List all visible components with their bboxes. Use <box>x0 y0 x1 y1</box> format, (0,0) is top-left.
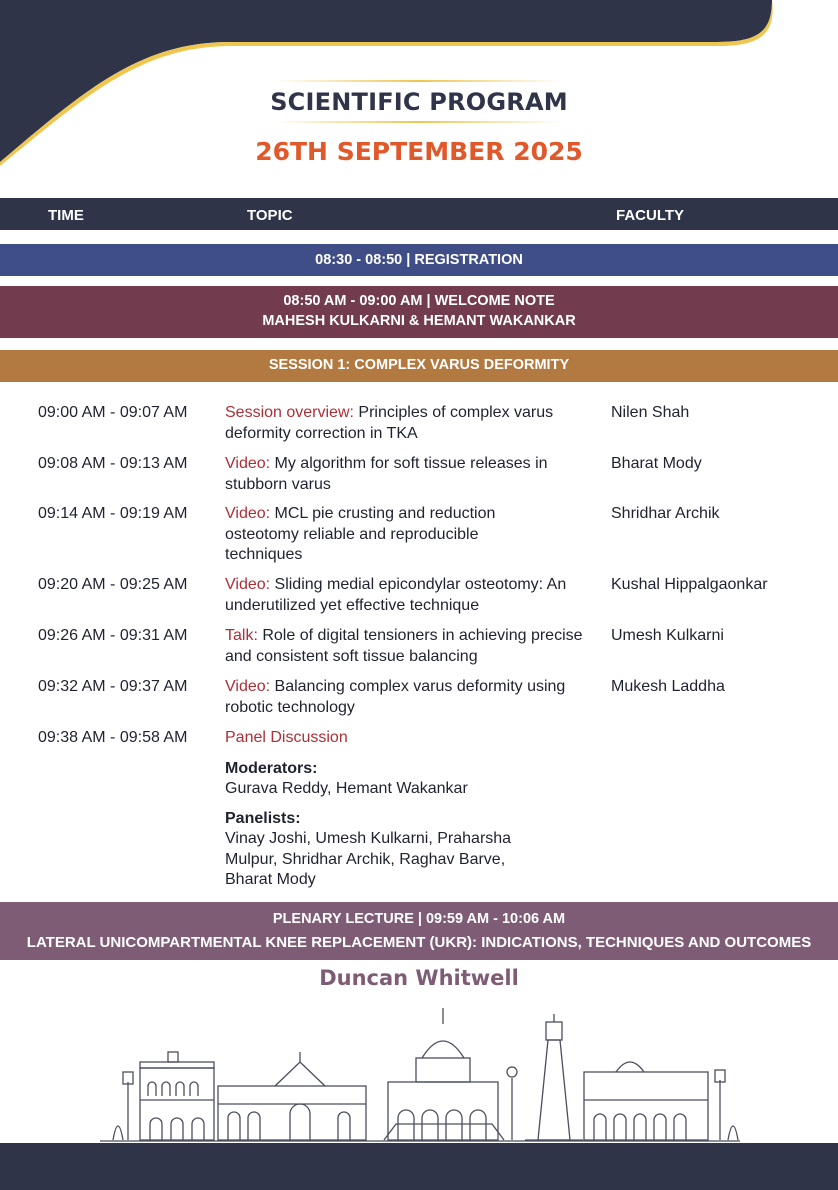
row-time: 09:38 AM - 09:58 AM <box>38 729 188 746</box>
welcome-time: 08:50 AM - 09:00 AM | WELCOME NOTE <box>283 293 555 309</box>
footer-band <box>0 1143 838 1190</box>
row-faculty: Mukesh Laddha <box>611 678 725 695</box>
row-faculty: Shridhar Archik <box>611 505 720 522</box>
topic-type: Video: <box>225 576 271 593</box>
title-block <box>0 80 838 167</box>
topic-type: Video: <box>225 678 271 695</box>
plenary-bar <box>0 902 838 960</box>
welcome-bar <box>0 286 838 338</box>
panelists-label: Panelists: <box>225 809 301 827</box>
panel-title: Panel Discussion <box>225 729 348 746</box>
plenary-title: LATERAL UNICOMPARTMENTAL KNEE REPLACEMENT (UKR): INDICATIONS, TECHNIQUES AND OUTCOMES <box>26 934 812 951</box>
row-topic <box>225 728 545 891</box>
row-time: 09:08 AM - 09:13 AM <box>38 455 188 472</box>
column-topic: TOPIC <box>247 207 293 224</box>
moderators-list: Gurava Reddy, Hemant Wakankar <box>225 780 468 797</box>
row-topic <box>225 677 585 718</box>
row-faculty: Umesh Kulkarni <box>611 627 724 644</box>
plenary-speaker: Duncan Whitwell <box>319 966 519 990</box>
row-topic <box>225 504 525 566</box>
topic-text: Balancing complex varus deformity using robotic technology <box>225 678 566 716</box>
city-skyline-icon <box>100 1000 740 1145</box>
column-header-bar <box>0 198 838 230</box>
panelists-list: Vinay Joshi, Umesh Kulkarni, Praharsha Mulpur, Shridhar Archik, Raghav Barve, Bharat Mody <box>225 830 512 888</box>
row-faculty: Kushal Hippalgaonkar <box>611 576 768 593</box>
row-faculty: Bharat Mody <box>611 455 702 472</box>
topic-type: Video: <box>225 455 271 472</box>
topic-type: Video: <box>225 505 271 522</box>
moderators-label: Moderators: <box>225 759 318 777</box>
column-time: TIME <box>48 207 84 224</box>
row-time: 09:00 AM - 09:07 AM <box>38 404 188 421</box>
topic-text: Principles of complex varus deformity correction in TKA <box>225 404 554 442</box>
session-title-bar: SESSION 1: COMPLEX VARUS DEFORMITY <box>0 350 838 382</box>
topic-text: Sliding medial epicondylar osteotomy: An underutilized yet effective technique <box>225 576 567 614</box>
row-topic <box>225 454 585 495</box>
topic-type: Talk: <box>225 627 258 644</box>
title-rule-bottom <box>274 121 564 123</box>
registration-bar: 08:30 - 08:50 | REGISTRATION <box>0 244 838 276</box>
page-title: SCIENTIFIC PROGRAM <box>270 88 568 116</box>
topic-text: My algorithm for soft tissue releases in stubborn varus <box>225 455 548 493</box>
row-time: 09:26 AM - 09:31 AM <box>38 627 188 644</box>
plenary-time: PLENARY LECTURE | 09:59 AM - 10:06 AM <box>272 911 566 927</box>
row-time: 09:14 AM - 09:19 AM <box>38 505 188 522</box>
welcome-speakers: MAHESH KULKARNI & HEMANT WAKANKAR <box>262 313 576 329</box>
topic-text: Role of digital tensioners in achieving precise and consistent soft tissue balancing <box>225 627 583 665</box>
row-topic <box>225 403 585 444</box>
topic-type: Session overview: <box>225 404 354 421</box>
column-faculty: FACULTY <box>616 207 685 224</box>
row-time: 09:32 AM - 09:37 AM <box>38 678 188 695</box>
program-date: 26TH SEPTEMBER 2025 <box>255 137 583 166</box>
row-time: 09:20 AM - 09:25 AM <box>38 576 188 593</box>
row-faculty: Nilen Shah <box>611 404 690 421</box>
title-rule-top <box>274 80 564 82</box>
topic-text: MCL pie crusting and reduction osteotomy reliable and reproducible techniques <box>225 505 496 563</box>
row-topic <box>225 626 585 667</box>
row-topic <box>225 575 585 616</box>
